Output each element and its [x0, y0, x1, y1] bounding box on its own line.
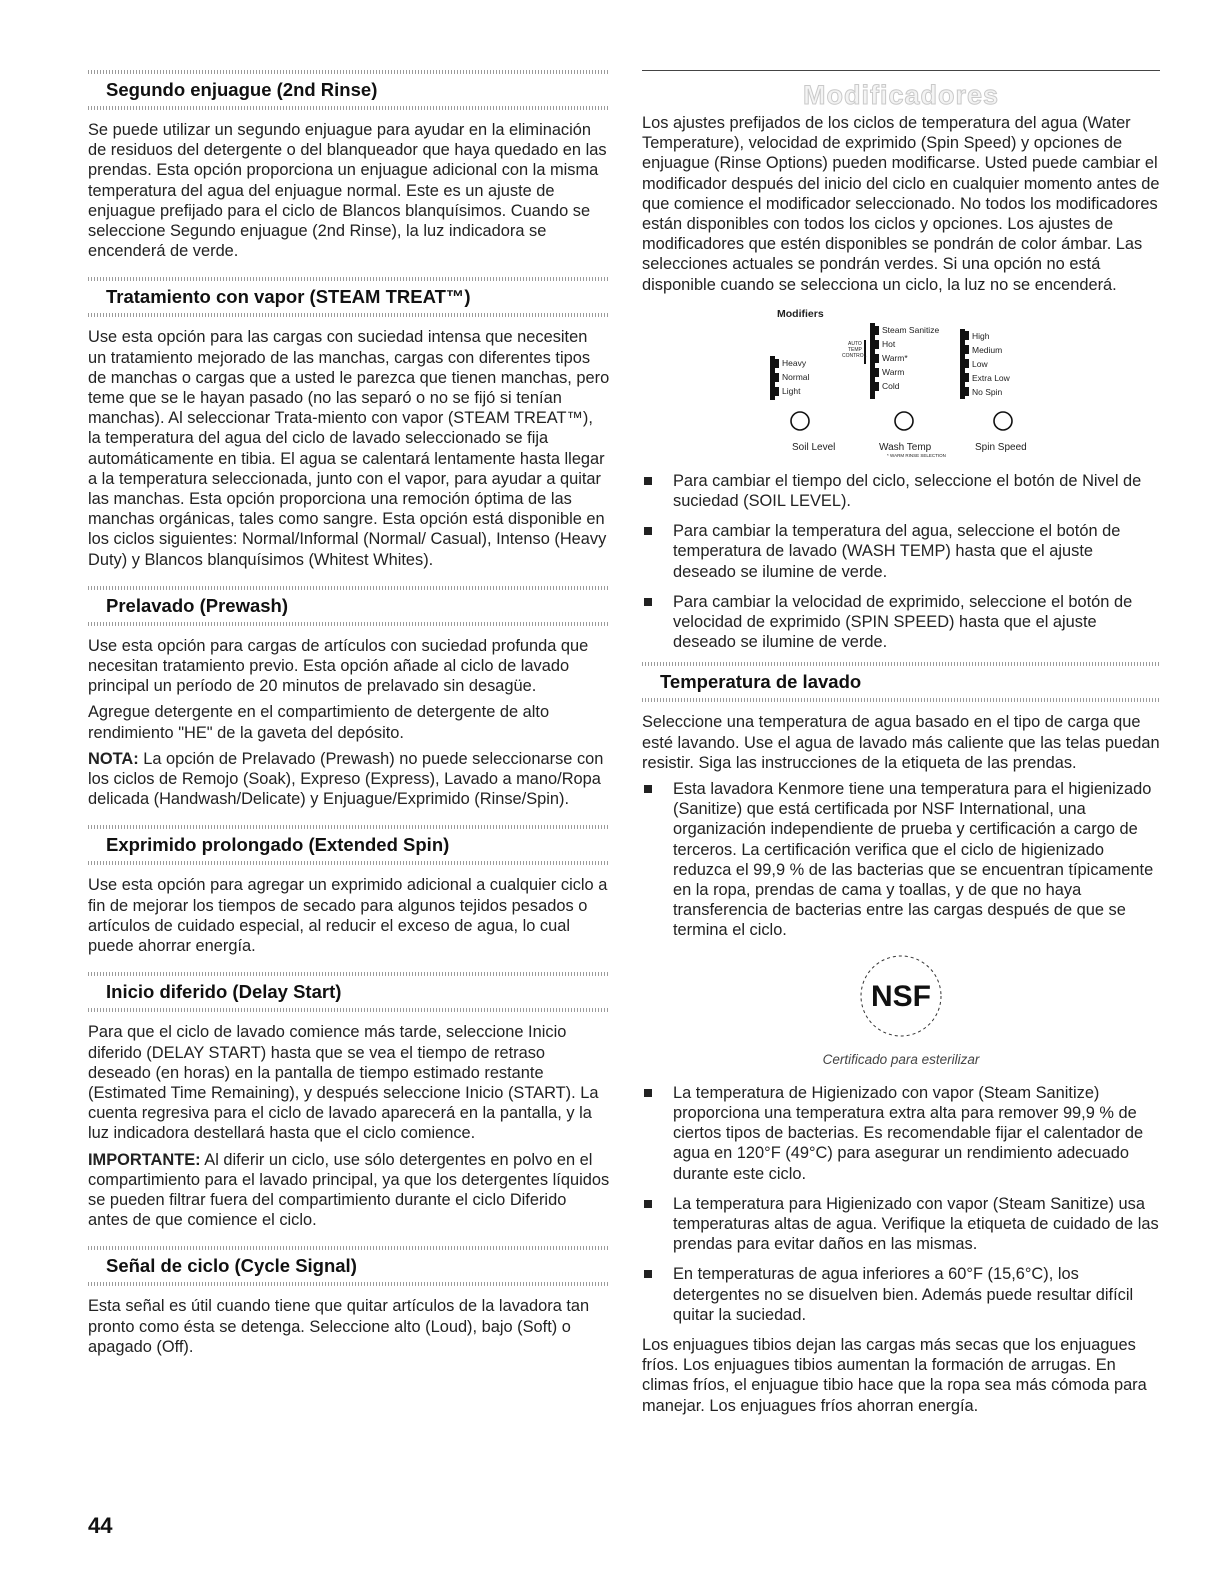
section-paragraph: Esta señal es útil cuando tiene que quitar artículos de la lavadora tan pronto como ésta se detenga. Seleccione alto (Loud), bajo (Soft) o apagado (Off). [88, 1297, 590, 1356]
section [88, 586, 610, 826]
spin-speed-group [960, 329, 1027, 453]
temperature-bullets-1 [642, 779, 1160, 941]
section [88, 1246, 610, 1373]
spin-speed-label: Spin Speed [975, 441, 1027, 453]
left-column [88, 70, 610, 1373]
list-item: Para cambiar el tiempo del ciclo, seleccione el botón de Nivel de suciedad (SOIL LEVEL). [642, 471, 1160, 511]
spin-low: Low [972, 358, 988, 369]
modifiers-panel [642, 301, 1160, 461]
list-item: Para cambiar la temperatura del agua, seleccione el botón de temperatura de lavado (WASH TEMP) hasta que el ajuste deseado se ilumine de verde. [642, 521, 1160, 582]
wash-temp-footnote: * WARM RINSE SELECTION [887, 452, 946, 458]
temp-cold: Cold [882, 380, 900, 391]
section-paragraph: IMPORTANTE: Al diferir un ciclo, use sólo detergentes en polvo en el compartimiento para el lavado principal, ya que los detergentes líquidos se pueden filtrar fuera del compartimiento durante el ciclo Diferido antes de que comience el ciclo. [88, 1150, 610, 1230]
temperature-section-title: Temperatura de lavado [660, 671, 862, 693]
wash-temp-button[interactable] [895, 412, 913, 430]
section [88, 277, 610, 585]
modifiers-panel-svg [642, 301, 1160, 461]
temp-warm: Warm [882, 366, 905, 377]
modifier-bullets [642, 471, 1160, 653]
paragraph-label: IMPORTANTE: [88, 1150, 201, 1169]
wash-temp-group [842, 323, 946, 458]
spin-high: High [972, 330, 990, 341]
page-number: 44 [88, 1513, 113, 1538]
temp-hot: Hot [882, 338, 896, 349]
wash-temp-label: Wash Temp [879, 441, 932, 453]
section-title: Tratamiento con vapor (STEAM TREAT™) [106, 286, 471, 308]
soil-normal: Normal [782, 371, 810, 382]
temp-warm-star: Warm* [882, 352, 908, 363]
modifiers-heading: Modificadores [802, 80, 1000, 110]
nsf-logo [642, 951, 1160, 1046]
soil-light: Light [782, 385, 801, 396]
section-title: Señal de ciclo (Cycle Signal) [106, 1255, 357, 1277]
section [88, 972, 610, 1246]
section-paragraph: Agregue detergente en el compartimiento de detergente de alto rendimiento "HE" de la gaveta del depósito. [88, 703, 550, 742]
section-paragraph: NOTA: La opción de Prelavado (Prewash) no puede seleccionarse con los ciclos de Remojo (Soak), Expreso (Express), Lavado a mano/Ropa delicada (Handwash/Delicate) y Enjuague/Exprimido (Rinse/Spin). [88, 749, 604, 809]
spin-no-spin: No Spin [972, 386, 1003, 397]
temperature-bullets-2 [642, 1083, 1160, 1325]
paragraph-label: NOTA: [88, 749, 139, 768]
list-item: La temperatura para Higienizado con vapor (Steam Sanitize) usa temperaturas altas de agua. Verifique la etiqueta de cuidado de las prendas para evitar daños en las mismas. [642, 1194, 1160, 1255]
soil-level-group [770, 356, 835, 453]
temp-steam-sanitize: Steam Sanitize [882, 324, 940, 335]
section-paragraph: Se puede utilizar un segundo enjuague para ayudar en la eliminación de residuos del detergente o del blanqueador que haya quedado en las prendas. Esta opción proporciona un enjuague adicional con la misma temperatura del agua del enjuague normal. Este es un ajuste de enjuague prefijado para el ciclo de Blancos blanquísimos. Cuando se seleccione Segundo enjuague (2nd Rinse), la luz indicadora se encenderá de verde. [88, 121, 607, 261]
closing-paragraph: Los enjuagues tibios dejan las cargas más secas que los enjuagues fríos. Los enjuagues tibios aumentan la formación de arrugas. En climas fríos, el enjuague tibio hace que la ropa sea más cómoda para manejar. Los enjuagues fríos ahorran energía. [642, 1335, 1147, 1415]
section [88, 825, 610, 972]
section [88, 70, 610, 277]
spin-medium: Medium [972, 344, 1003, 355]
section-title: Inicio diferido (Delay Start) [106, 981, 342, 1003]
section-paragraph: Use esta opción para agregar un exprimido adicional a cualquier ciclo a fin de mejorar los tiempos de secado para algunos tejidos pesados o artículos de cuidado especial, al reducir el exceso de agua, lo cual puede ahorrar energía. [88, 876, 608, 956]
spin-speed-button[interactable] [994, 412, 1012, 430]
list-item: En temperaturas de agua inferiores a 60°F (15,6°C), los detergentes no se disuelven bien. Además puede resultar difícil quitar la suciedad. [642, 1264, 1160, 1325]
soil-heavy: Heavy [782, 357, 807, 368]
nsf-caption: Certificado para esterilizar [822, 1051, 980, 1067]
section-title: Prelavado (Prewash) [106, 594, 288, 616]
list-item: Para cambiar la velocidad de exprimido, seleccione el botón de velocidad de exprimido (SPIN SPEED) hasta que el ajuste deseado se ilumine de verde. [642, 592, 1160, 653]
svg-text:AUTO: AUTO [848, 340, 862, 347]
svg-text:CONTROL: CONTROL [842, 352, 867, 359]
soil-level-label: Soil Level [792, 441, 836, 453]
section-title: Segundo enjuague (2nd Rinse) [106, 79, 378, 100]
top-rule [642, 70, 1160, 71]
right-column [642, 70, 1160, 1416]
section-paragraph: Para que el ciclo de lavado comience más tarde, seleccione Inicio diferido (DELAY START) hasta que se vea el tiempo de retraso deseado (en horas) en la pantalla de tiempo estimado restante (Estimated Time Remaining), y después seleccione Inicio (START). La cuenta regresiva para el ciclo de lavado aparecerá en la pantalla, y la luz indicadora destellará hasta que el ciclo comience. [88, 1023, 599, 1143]
list-item: La temperatura de Higienizado con vapor (Steam Sanitize) proporciona una temperatura extra alta para remover 99,9 % de ciertos tipos de bacterias. Es recomendable fijar el calentador de agua en 120°F (49°C) para asegurar un rendimiento adecuado durante este ciclo. [642, 1083, 1160, 1184]
temperature-intro: Seleccione una temperatura de agua basado en el tipo de carga que esté lavando. Use el agua de lavado más caliente que las telas puedan resistir. Siga las instrucciones de la etiqueta de las prendas. [642, 713, 1160, 772]
panel-title: Modifiers [777, 307, 824, 320]
section-title: Exprimido prolongado (Extended Spin) [106, 834, 450, 856]
spin-extra-low: Extra Low [972, 372, 1010, 383]
svg-text:NSF: NSF [871, 979, 931, 1013]
list-item: Esta lavadora Kenmore tiene una temperatura para el higienizado (Sanitize) que está certificada por NSF International, una organización independiente de prueba y certificación a cargo de terceros. La certificación verifica que el ciclo de higienizado reduzca el 99,9 % de las bacterias que se encuentran típicamente en la ropa, prendas de cama y toallas, y de que no haya transferencia de bacterias entre las cargas después de que se termina el ciclo. [642, 779, 1160, 941]
section-paragraph: Use esta opción para cargas de artículos con suciedad profunda que necesitan tratamiento previo. Esta opción añade al ciclo de lavado principal un período de 20 minutos de prelavado sin desagüe. [88, 636, 589, 696]
section-paragraph: Use esta opción para las cargas con suciedad intensa que necesiten un tratamiento mejorado de las manchas, cargas con diferentes tipos de manchas o cargas que a usted le parezca que tienen manchas, pero teme que se le hayan pasado (no las separó o no se fijó si tenían manchas). Al seleccionar Trata-miento con vapor (STEAM TREAT™), la temperatura del agua del ciclo de lavado seleccionado se fija automáticamente en tibia. El agua se calentará lentamente hasta llegar a la temperatura seleccionada, junto con el vapor, para ayudar a quitar las manchas. Esta opción proporciona una remoción óptima de las manchas orgánicas, tales como sangre. Esta opción está disponible en los ciclos siguientes: Normal/Informal (Normal/ Casual), Intenso (Heavy Duty) y Blancos blanquísimos (Whitest Whites). [88, 328, 610, 569]
svg-text:TEMP: TEMP [848, 346, 862, 353]
soil-level-button[interactable] [791, 412, 809, 430]
modifiers-intro: Los ajustes prefijados de los ciclos de temperatura del agua (Water Temperature), velocidad de exprimido (Spin Speed) y opciones de enjuague (Rinse Options) pueden modificarse. Usted puede cambiar el modificador después del inicio del ciclo en cualquier momento antes de que comience el modificador seleccionado. No todos los modificadores están disponibles con todos los ciclos y opciones. Los ajustes de modificadores que estén disponibles se pondrán de color ámbar. Las selecciones actuales se pondrán verdes. Si una opción no está disponible cuando se selecciona un ciclo, la luz no se encenderá. [642, 114, 1160, 294]
